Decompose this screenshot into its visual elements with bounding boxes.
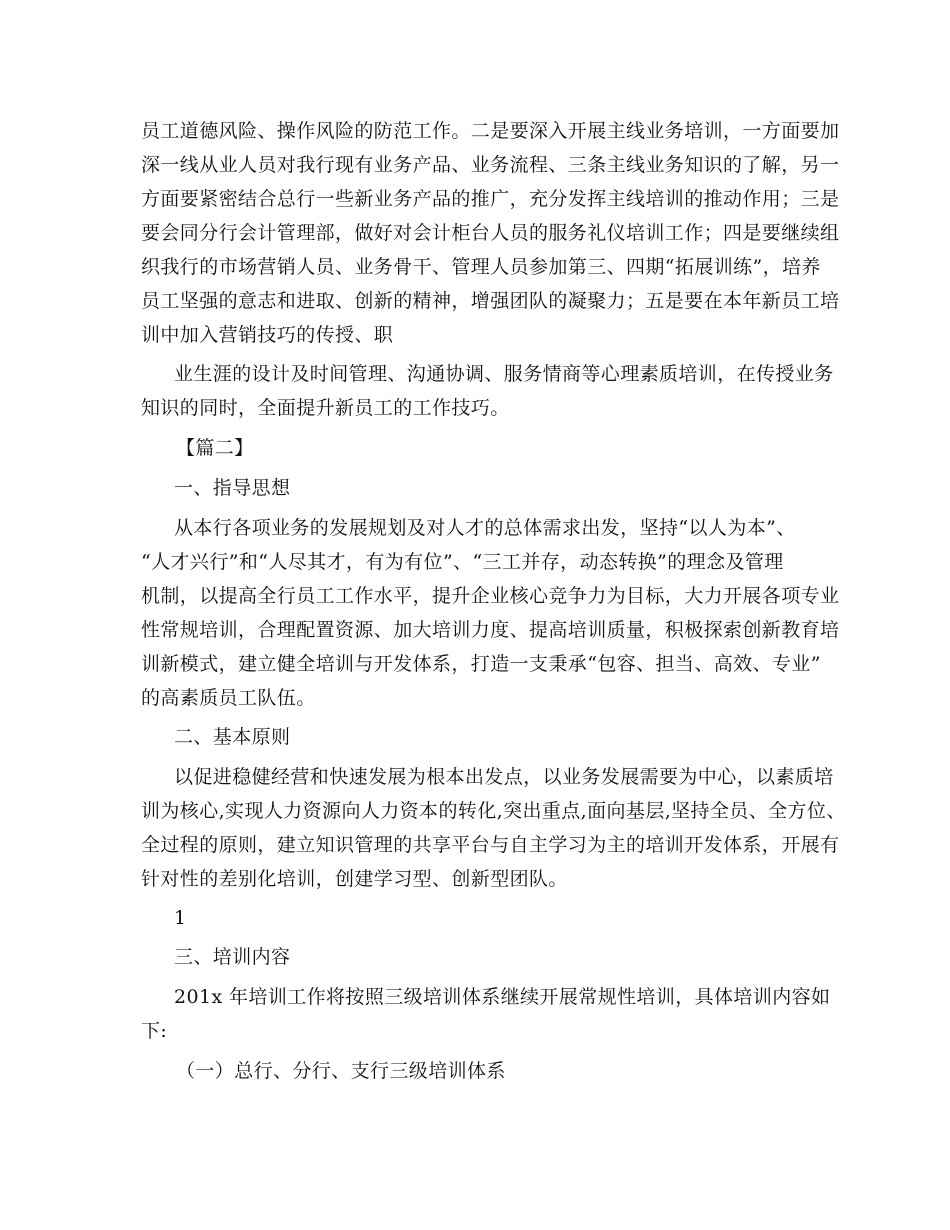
section-marker: 【篇二】 bbox=[176, 437, 254, 459]
text-line: 训新模式，建立健全培训与开发体系，打造一支秉承“包容、担当、高效、专业” bbox=[141, 653, 821, 675]
heading-basic-principles: 二、基本原则 bbox=[174, 726, 291, 748]
text-line: 业生涯的设计及时间管理、沟通协调、服务情商等心理素质培训，在传授业务 bbox=[174, 363, 834, 385]
text-line: 训为核心,实现人力资源向人力资本的转化,突出重点,面向基层,坚持全员、全方位、 bbox=[141, 800, 846, 822]
text-line: 员工道德风险、操作风险的防范工作。二是要深入开展主线业务培训，一方面要加 bbox=[141, 120, 840, 142]
text-line: 下: bbox=[141, 1020, 168, 1042]
text-line: 知识的同时，全面提升新员工的工作技巧。 bbox=[141, 397, 510, 419]
text-line: 以促进稳健经营和快速发展为根本出发点，以业务发展需要为中心，以素质培 bbox=[174, 766, 834, 788]
text-line: 方面要紧密结合总行一些新业务产品的推广，充分发挥主线培训的推动作用；三是 bbox=[141, 188, 840, 210]
heading-training-content: 三、培训内容 bbox=[174, 946, 291, 968]
text-line: 全过程的原则，建立知识管理的共享平台与自主学习为主的培训开发体系，开展有 bbox=[141, 834, 840, 856]
text-line: 机制，以提高全行员工工作水平，提升企业核心竞争力为目标，大力开展各项专业 bbox=[141, 585, 840, 607]
text-line: “人才兴行”和“人尽其才，有为有位”、“三工并存，动态转换”的理念及管理 bbox=[141, 551, 784, 573]
text-line: 员工坚强的意志和进取、创新的精神，增强团队的凝聚力；五是要在本年新员工培 bbox=[141, 290, 840, 312]
text-line: 训中加入营销技巧的传授、职 bbox=[141, 324, 394, 346]
heading-guiding-ideology: 一、指导思想 bbox=[174, 477, 291, 499]
page-number: 1 bbox=[174, 907, 187, 929]
text-line: 从本行各项业务的发展规划及对人才的总体需求出发，坚持“以人为本”、 bbox=[174, 517, 796, 539]
text-line: 针对性的差别化培训，创建学习型、创新型团队。 bbox=[141, 868, 568, 890]
text-line: 性常规培训，合理配置资源、加大培训力度、提高培训质量，积极探索创新教育培 bbox=[141, 619, 840, 641]
text-line: 的高素质员工队伍。 bbox=[141, 687, 316, 709]
text-line: 深一线从业人员对我行现有业务产品、业务流程、三条主线业务知识的了解，另一 bbox=[141, 154, 840, 176]
text-line: 织我行的市场营销人员、业务骨干、管理人员参加第三、四期“拓展训练”，培养 bbox=[141, 256, 821, 278]
text-line: 201x 年培训工作将按照三级培训体系继续开展常规性培训，具体培训内容如 bbox=[174, 986, 831, 1008]
subheading-three-level-system: （一）总行、分行、支行三级培训体系 bbox=[176, 1060, 506, 1082]
text-line: 要会同分行会计管理部，做好对会计柜台人员的服务礼仪培训工作；四是要继续组 bbox=[141, 222, 840, 244]
